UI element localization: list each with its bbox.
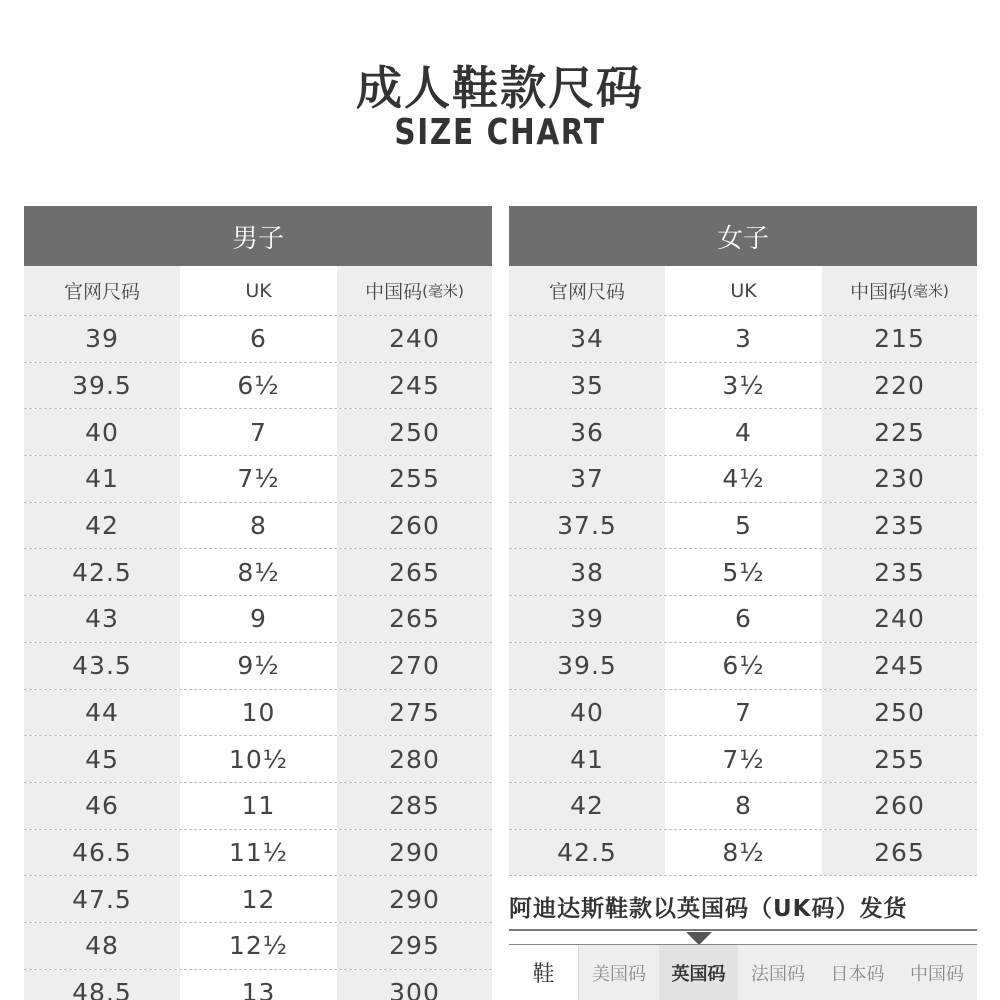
- official-size-cell: 40: [24, 409, 180, 455]
- uk-size-cell: 10½: [228, 744, 289, 774]
- table-row: [24, 363, 492, 410]
- uk-size-cell: 9½: [237, 651, 280, 681]
- men-size-table: [24, 206, 492, 1000]
- table-row: [509, 830, 977, 877]
- uk-size-cell: 8: [250, 511, 267, 541]
- official-size-cell: 36: [509, 409, 665, 455]
- cn-size-cell: 280: [337, 736, 492, 782]
- table-row: [509, 549, 977, 596]
- uk-size-cell: 12½: [228, 931, 289, 961]
- women-column-headers: [509, 266, 977, 316]
- table-row: [24, 923, 492, 970]
- cn-size-cell: 235: [822, 503, 977, 549]
- uk-size-cell: 7½: [237, 464, 280, 494]
- table-row: [24, 830, 492, 877]
- uk-size-cell: 5: [735, 511, 752, 541]
- table-row: [509, 643, 977, 690]
- official-size-cell: 42: [24, 503, 180, 549]
- cn-size-cell: 260: [337, 503, 492, 549]
- table-row: [509, 783, 977, 830]
- table-row: [509, 736, 977, 783]
- table-row: [24, 409, 492, 456]
- uk-size-cell: 4: [735, 417, 752, 447]
- table-row: [24, 690, 492, 737]
- shipping-note: 阿迪达斯鞋款以英国码（UK码）发货: [509, 890, 977, 931]
- table-row: [509, 456, 977, 503]
- uk-size-cell: 11½: [228, 837, 289, 867]
- table-row: [24, 596, 492, 643]
- uk-size-cell: 12: [241, 884, 276, 914]
- uk-size-cell: 10: [241, 697, 276, 727]
- cn-size-cell: 300: [337, 970, 492, 1000]
- table-row: [24, 503, 492, 550]
- official-size-cell: 38: [509, 549, 665, 595]
- official-size-cell: 39.5: [24, 363, 180, 409]
- cn-size-cell: 275: [337, 690, 492, 736]
- women-table-header: 女子: [509, 206, 977, 266]
- column-cn-unit: (毫米): [422, 282, 464, 300]
- page-title: 成人鞋款尺码: [356, 61, 644, 115]
- official-size-cell: 42.5: [509, 830, 665, 876]
- official-size-cell: 41: [24, 456, 180, 502]
- cn-size-cell: 290: [337, 876, 492, 922]
- cn-size-cell: 265: [337, 596, 492, 642]
- official-size-cell: 48: [24, 923, 180, 969]
- women-size-table: [509, 206, 977, 876]
- cn-size-cell: 250: [337, 409, 492, 455]
- conversion-side-label: 鞋: [509, 945, 579, 1000]
- uk-size-cell: 6: [735, 604, 752, 634]
- column-cn-label: 中国码: [850, 281, 908, 303]
- cn-size-cell: 240: [822, 596, 977, 642]
- cn-size-cell: 250: [822, 690, 977, 736]
- page-subtitle: SIZE CHART: [394, 112, 606, 153]
- column-uk: UK: [245, 279, 272, 302]
- column-cn-size: [337, 266, 492, 315]
- men-rows: [24, 316, 492, 1000]
- column-official-size: 官网尺码: [24, 266, 180, 315]
- uk-size-cell: 7: [735, 697, 752, 727]
- official-size-cell: 48.5: [24, 970, 180, 1000]
- uk-size-cell: 5½: [722, 557, 765, 587]
- uk-size-cell: 6½: [237, 371, 280, 401]
- cn-size-cell: 230: [822, 456, 977, 502]
- uk-size-cell: 8½: [722, 837, 765, 867]
- official-size-cell: 35: [509, 363, 665, 409]
- cn-size-cell: 255: [337, 456, 492, 502]
- cn-size-cell: 265: [337, 549, 492, 595]
- official-size-cell: 39: [24, 316, 180, 362]
- uk-size-cell: 8½: [237, 557, 280, 587]
- tab-jp-size[interactable]: 日本码: [818, 945, 897, 1000]
- official-size-cell: 37.5: [509, 503, 665, 549]
- column-uk: UK: [730, 279, 757, 302]
- column-cn-label: 中国码: [365, 281, 423, 303]
- table-row: [509, 690, 977, 737]
- official-size-cell: 42: [509, 783, 665, 829]
- table-row: [509, 363, 977, 410]
- official-size-cell: 37: [509, 456, 665, 502]
- table-row: [509, 503, 977, 550]
- table-row: [24, 783, 492, 830]
- cn-size-cell: 265: [822, 830, 977, 876]
- table-row: [24, 316, 492, 363]
- table-row: [24, 643, 492, 690]
- uk-size-cell: 11: [241, 791, 276, 821]
- uk-size-cell: 13: [241, 977, 276, 1000]
- official-size-cell: 46.5: [24, 830, 180, 876]
- tab-fr-size[interactable]: 法国码: [738, 945, 818, 1000]
- table-row: [509, 596, 977, 643]
- uk-size-cell: 6½: [722, 651, 765, 681]
- size-conversion-tabs: [509, 944, 977, 1000]
- table-row: [24, 970, 492, 1000]
- uk-size-cell: 4½: [722, 464, 765, 494]
- uk-size-cell: 9: [250, 604, 267, 634]
- women-rows: [509, 316, 977, 876]
- men-column-headers: [24, 266, 492, 316]
- table-row: [24, 876, 492, 923]
- cn-size-cell: 225: [822, 409, 977, 455]
- cn-size-cell: 235: [822, 549, 977, 595]
- official-size-cell: 41: [509, 736, 665, 782]
- official-size-cell: 39: [509, 596, 665, 642]
- cn-size-cell: 245: [822, 643, 977, 689]
- cn-size-cell: 295: [337, 923, 492, 969]
- table-row: [24, 736, 492, 783]
- tab-uk-size[interactable]: 英国码: [659, 945, 738, 1000]
- column-cn-size: [822, 266, 977, 315]
- uk-size-cell: 7½: [722, 744, 765, 774]
- cn-size-cell: 215: [822, 316, 977, 362]
- official-size-cell: 45: [24, 736, 180, 782]
- official-size-cell: 46: [24, 783, 180, 829]
- cn-size-cell: 245: [337, 363, 492, 409]
- official-size-cell: 47.5: [24, 876, 180, 922]
- official-size-cell: 43: [24, 596, 180, 642]
- uk-size-cell: 7: [250, 417, 267, 447]
- official-size-cell: 40: [509, 690, 665, 736]
- cn-size-cell: 240: [337, 316, 492, 362]
- official-size-cell: 44: [24, 690, 180, 736]
- cn-size-cell: 270: [337, 643, 492, 689]
- uk-size-cell: 8: [735, 791, 752, 821]
- official-size-cell: 39.5: [509, 643, 665, 689]
- uk-size-cell: 3½: [722, 371, 765, 401]
- cn-size-cell: 290: [337, 830, 492, 876]
- uk-size-cell: 6: [250, 324, 267, 354]
- official-size-cell: 42.5: [24, 549, 180, 595]
- column-cn-unit: (毫米): [907, 282, 949, 300]
- tab-cn-size[interactable]: 中国码: [897, 945, 977, 1000]
- table-row: [509, 409, 977, 456]
- official-size-cell: 34: [509, 316, 665, 362]
- cn-size-cell: 255: [822, 736, 977, 782]
- official-size-cell: 43.5: [24, 643, 180, 689]
- table-row: [509, 316, 977, 363]
- cn-size-cell: 260: [822, 783, 977, 829]
- table-row: [24, 549, 492, 596]
- table-row: [24, 456, 492, 503]
- cn-size-cell: 220: [822, 363, 977, 409]
- men-table-header: 男子: [24, 206, 492, 266]
- tab-us-size[interactable]: 美国码: [579, 945, 659, 1000]
- uk-size-cell: 3: [735, 324, 752, 354]
- column-official-size: 官网尺码: [509, 266, 665, 315]
- cn-size-cell: 285: [337, 783, 492, 829]
